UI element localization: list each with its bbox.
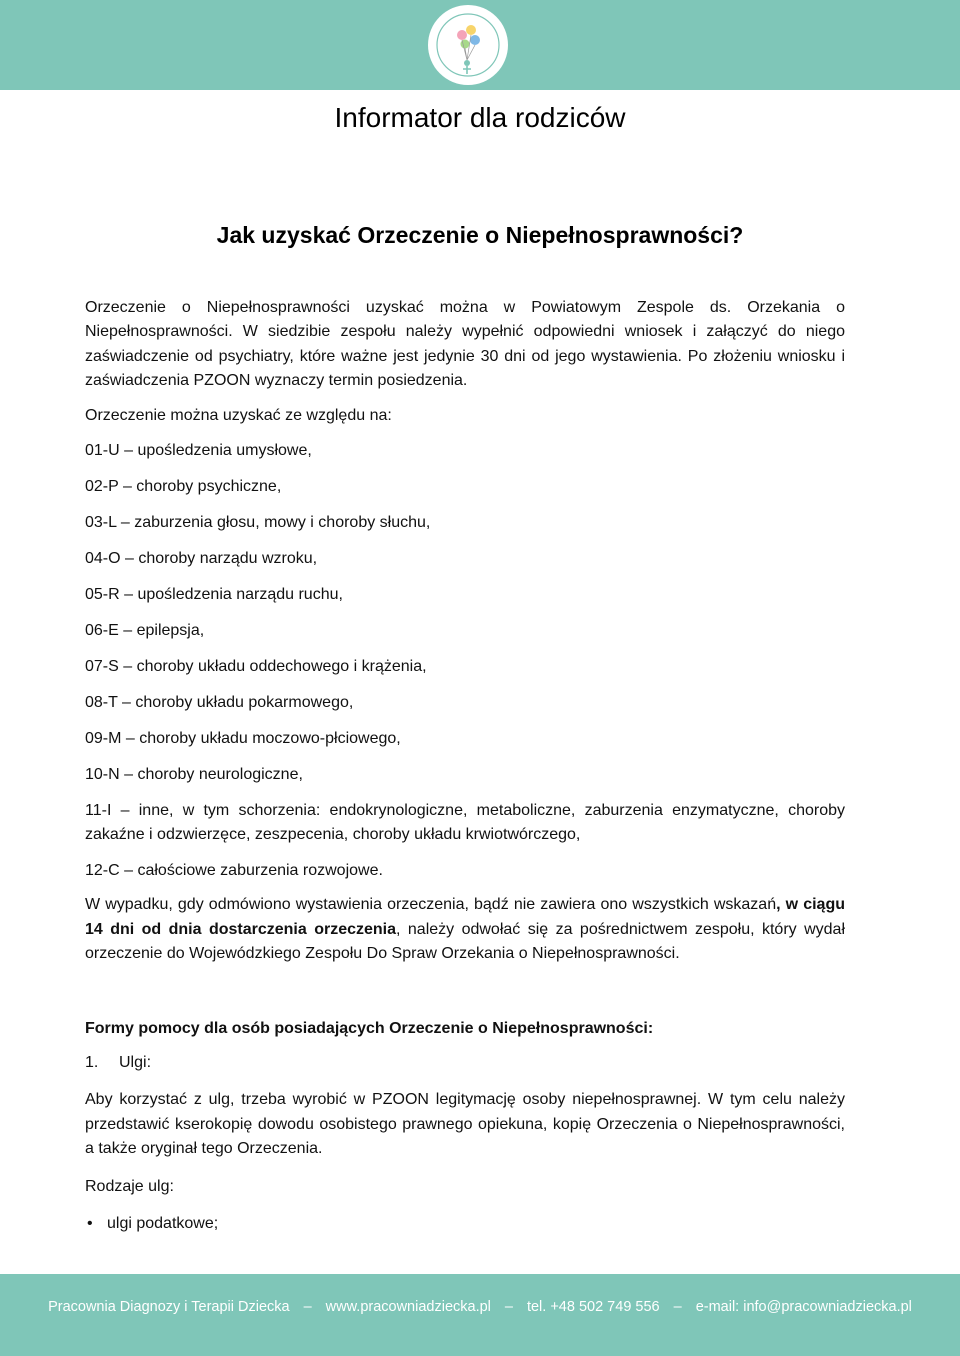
list-item: 08-T – choroby układu pokarmowego, xyxy=(85,694,354,712)
list-item: 05-R – upośledzenia narządu ruchu, xyxy=(85,586,343,604)
header-band xyxy=(0,0,960,90)
footer-website: www.pracowniadziecka.pl xyxy=(325,1299,491,1315)
appeal-text-end: , należy odwołać się za pośrednictwem zespołu, który wydał orzeczenie do Wojewódzkiego Zespołu Do Spraw Orzekania o Niepełnosprawności. xyxy=(85,920,845,963)
footer-email: e-mail: info@pracowniadziecka.pl xyxy=(695,1299,912,1315)
bullet-list-item xyxy=(85,1212,845,1236)
appeal-paragraph xyxy=(85,893,845,966)
section-title: Jak uzyskać Orzeczenie o Niepełnosprawności? xyxy=(216,222,744,248)
numbered-item xyxy=(85,1051,845,1075)
ulgi-types-label: Rodzaje ulg: xyxy=(85,1177,174,1195)
list-item: 12-C – całościowe zaburzenia rozwojowe. xyxy=(85,862,383,880)
item-number: 1. xyxy=(85,1054,99,1072)
list-item: 01-U – upośledzenia umysłowe, xyxy=(85,442,312,460)
ulgi-paragraph: Aby korzystać z ulg, trzeba wyrobić w PZOON legitymację osoby niepełnosprawnej. W tym celu należy przedstawić kserokopię dowodu osobistego prawnego opiekuna, kopię Orzeczenia o Niepełnosprawności, a także oryginał tego Orzeczenia. xyxy=(85,1091,845,1158)
list-item: 11-I – inne, w tym schorzenia: endokrynologiczne, metaboliczne, zaburzenia enzymatyczne, choroby zakaźne i odzwierzęce, zeszpecenia, choroby układu krwiotwórczego, xyxy=(85,802,845,844)
list-lead: Orzeczenie można uzyskać ze względu na: xyxy=(85,406,392,424)
footer-separator: – xyxy=(504,1299,513,1315)
list-item: 06-E – epilepsja, xyxy=(85,622,205,640)
footer-separator: – xyxy=(303,1299,312,1315)
footer-org: Pracownia Diagnozy i Terapii Dziecka xyxy=(48,1299,290,1315)
list-item: 10-N – choroby neurologiczne, xyxy=(85,766,303,784)
footer-band xyxy=(0,1274,960,1356)
footer-separator: – xyxy=(673,1299,682,1315)
bullet-icon: • xyxy=(87,1215,93,1233)
list-item: 03-L – zaburzenia głosu, mowy i choroby słuchu, xyxy=(85,514,431,532)
list-item: 07-S – choroby układu oddechowego i krążenia, xyxy=(85,658,427,676)
list-item: 04-O – choroby narządu wzroku, xyxy=(85,550,318,568)
disability-codes-list xyxy=(85,439,845,884)
footer-phone: tel. +48 502 749 556 xyxy=(526,1299,660,1315)
item-label: Ulgi: xyxy=(119,1054,152,1072)
list-item: 09-M – choroby układu moczowo-płciowego, xyxy=(85,730,401,748)
appeal-deadline: , w ciągu 14 dni od dnia dostarczenia orzeczenia xyxy=(85,896,845,938)
document-title: Informator dla rodziców xyxy=(334,102,626,133)
bullet-text: ulgi podatkowe; xyxy=(107,1215,219,1233)
document-body xyxy=(85,296,845,1237)
footer-contact xyxy=(0,1299,960,1315)
balloon-child-logo-icon xyxy=(425,2,511,88)
list-item: 02-P – choroby psychiczne, xyxy=(85,478,282,496)
appeal-text: W wypadku, gdy odmówiono wystawienia orzeczenia, bądź nie zawiera ono wszystkich wskazań xyxy=(85,896,777,914)
help-forms-heading: Formy pomocy dla osób posiadających Orzeczenie o Niepełnosprawności: xyxy=(85,1019,654,1037)
intro-paragraph: Orzeczenie o Niepełnosprawności uzyskać można w Powiatowym Zespole ds. Orzekania o Niepełnosprawności. W siedzibie zespołu należy wypełnić odpowiedni wniosek i załączyć do niego zaświadczenie od psychiatry, które ważne jest jedynie 30 dni od jego wystawienia. Po złożeniu wniosku i zaświadczenia PZOON wyznaczy termin posiedzenia. xyxy=(85,299,845,390)
